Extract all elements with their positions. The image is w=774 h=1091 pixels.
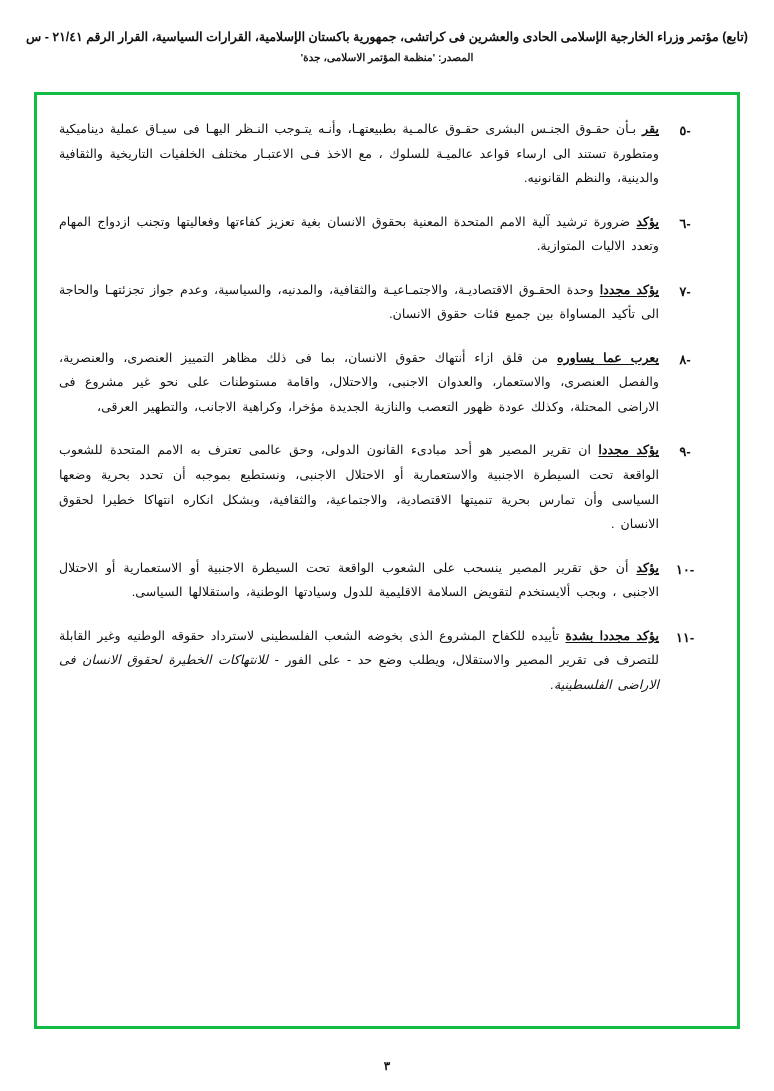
header-title: (تابع) مؤتمر وزراء الخارجية الإسلامى الحادى والعشرين فى كراتشى، جمهورية باكستان الإسلامية، القرارات السياسية، القرار الرقم ٢١/٤١ - س (26, 30, 748, 44)
content-frame (34, 92, 740, 1029)
list-item (59, 438, 711, 536)
clause-body-text: بـأن حقـوق الجنـس البشرى حقـوق عالمـية بطبيعتهـا، وأنـه يتـوجب النـظر اليهـا فى سيـاق عملية ديناميكية ومتطورة تستند الى ارساء قواعد عالميـة للسلوك ، مع الاخذ فـى الاعتبـار مختلف الخلفيات التاريخية والثقافية والدينية، والنظم القانونيه. (59, 122, 659, 186)
clause-text (59, 117, 659, 191)
clause-lead: يعرب عما يساوره (556, 350, 659, 365)
clause-text (59, 210, 659, 259)
clause-body-text: أن حق تقرير المصير ينسحب على الشعوب الواقعة تحت السيطرة الاجنبية أو الاستعمارية أو الاحتلال الاجنبى ، وبجب ألايستخدم لتقويض السلامة الاقليمية للدول وسيادتها الوطنية، واستقلالها السياسى. (59, 560, 659, 600)
clause-body-text: ان تقرير المصير هو أحد مبادىء القانون الدولى، وحق عالمى تعترف به الامم المتحدة للشعوب الواقعة تحت السيطرة الاجنبية والاستعمارية أو الاحتلال الاجنبى، ونستطيع بموجبه أن تحدد بحرية وضعها السياسى وأن تمارس بحرية تنميتها الاقتصادية، والاجتماعية، والثقافية، وبشكل انكاره انتهاكا خطيرا لحقوق الانسان . (59, 443, 659, 532)
clause-body-text: وحدة الحقـوق الاقتصاديـة، والاجتمـاعيـة والثقافية، والمدنيه، والسياسية، وعدم جواز تجزئتهـا والحاجة الى تأكيد المساواة بين جميع فئات حقوق الانسان. (59, 282, 659, 322)
clause-text (59, 438, 659, 536)
list-item (59, 556, 711, 605)
clause-text (59, 624, 659, 698)
clause-number: -٦ (679, 215, 691, 231)
clause-number: -٩ (679, 444, 691, 460)
clause-number: -١١ (675, 629, 695, 645)
list-item (59, 117, 711, 191)
clause-lead: يؤكد مجددا (598, 443, 659, 458)
clause-body-text: من قلق ازاء أنتهاك حقوق الانسان، بما فى ذلك مظاهر التمييز العنصرى، والعنصرية، والفصل العنصرى، والاستعمار، والعدوان الاجنبى، والاحتلال، واقامة مستوطنات على نحو غير مشروع فى الاراضى المحتلة، وكذلك عودة ظهور التعصب والنازية الجديدة مؤخرا، وكراهية الاجانب، والتطهير العرقى، (59, 350, 659, 414)
clause-text (59, 346, 659, 420)
list-item (59, 278, 711, 327)
clause-list (37, 95, 737, 726)
clause-lead: يؤكد (636, 214, 659, 229)
list-item (59, 346, 711, 420)
clause-lead: يؤكد مجددا (599, 282, 659, 297)
clause-italic-tail: للانتهاكات الخطيرة لحقوق الانسان فى الاراضى الفلسطينية. (59, 653, 659, 692)
clause-lead: يؤكد مجددا بشدة (565, 628, 660, 643)
list-item (59, 624, 711, 698)
clause-number: -١٠ (675, 561, 695, 577)
header-source: المصدر: 'منظمة المؤتمر الاسلامى، جدة' (300, 51, 474, 64)
clause-number: -٨ (679, 351, 691, 367)
clause-lead: يقر (642, 122, 659, 136)
page-header (0, 0, 774, 67)
clause-body-text: ضرورة ترشيد آلية الامم المتحدة المعنية بحقوق الانسان بغية تعزيز كفاءتها وفعاليتها وتجنب ازدواج المهام وتعدد الاليات المتوازية. (59, 214, 659, 254)
clause-lead: يؤكد (636, 560, 659, 575)
page-number: ٣ (383, 1059, 391, 1073)
clause-text (59, 278, 659, 327)
clause-body-text: تأييده للكفاح المشروع الذى بخوضه الشعب الفلسطينى لاسترداد حقوقه الوطنيه وغير القابلة للتصرف فى تقرير المصير والاستقلال، ويطلب وضع حد - على الفور - (59, 628, 659, 668)
clause-number: -٥ (679, 123, 691, 138)
clause-number: -٧ (679, 283, 691, 299)
list-item (59, 210, 711, 259)
clause-text (59, 556, 659, 605)
